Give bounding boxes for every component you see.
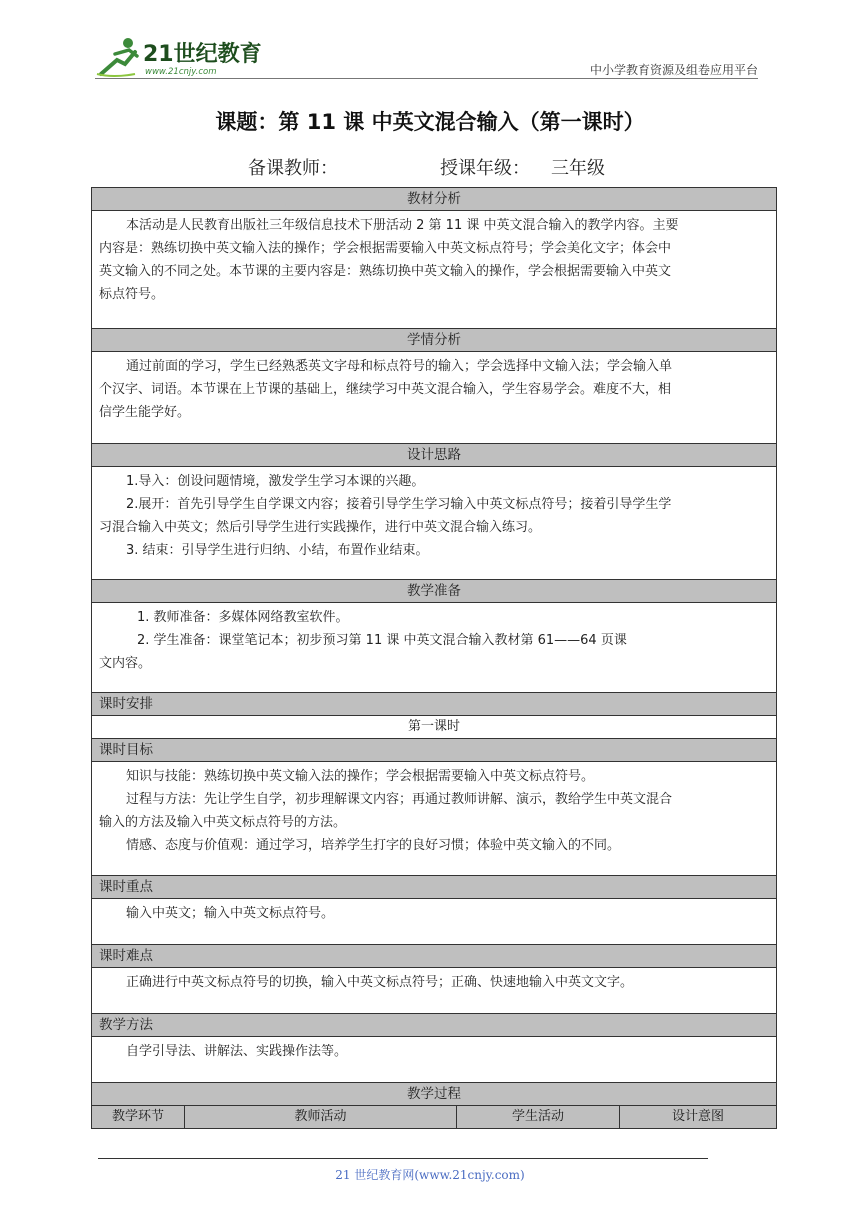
- grade-label: 授课年级：: [440, 158, 530, 179]
- materials-heading: 教材分析: [92, 188, 777, 211]
- column-header: 设计意图: [620, 1106, 777, 1129]
- section-header: [92, 693, 777, 716]
- section-header: [92, 739, 777, 762]
- key-heading: 课时重点: [92, 876, 777, 899]
- text-line: 1.导入：创设问题情境，激发学生学习本课的兴趣。: [126, 474, 425, 489]
- process-heading: 教学过程: [92, 1083, 777, 1106]
- lesson-plan-table: [91, 187, 777, 1129]
- prep-body: [92, 603, 777, 693]
- difficulty-heading: 课时难点: [92, 945, 777, 968]
- text-line: 个汉字、词语。本节课在上节课的基础上，继续学习中英文混合输入，学生容易学会。难度不大，相: [99, 382, 672, 397]
- students-heading: 学情分析: [92, 329, 777, 352]
- runner-logo-icon: [95, 34, 265, 80]
- text-line: 输入中英文；输入中英文标点符号。: [126, 906, 335, 921]
- design-heading: 设计思路: [92, 444, 777, 467]
- text-line: 输入的方法及输入中英文标点符号的方法。: [99, 815, 347, 830]
- section-header: [92, 876, 777, 899]
- section-header: [92, 444, 777, 467]
- text-line: 正确进行中英文标点符号的切换，输入中英文标点符号；正确、快速地输入中英文文字。: [126, 975, 634, 990]
- section-header: [92, 329, 777, 352]
- text-line: 标点符号。: [99, 287, 165, 302]
- section-header: [92, 1014, 777, 1037]
- methods-heading: 教学方法: [92, 1014, 777, 1037]
- text-line: 习混合输入中英文；然后引导学生进行实践操作，进行中英文混合输入练习。: [99, 520, 542, 535]
- students-body: [92, 352, 777, 444]
- key-body: [92, 899, 777, 945]
- page-header: [95, 34, 758, 80]
- schedule-value: 第一课时: [92, 716, 777, 739]
- text-line: 1. 教师准备：多媒体网络教室软件。: [137, 610, 349, 625]
- logo-text: 21世纪教育: [143, 42, 262, 67]
- lesson-title: 课题：第 11 课 中英文混合输入（第一课时）: [215, 110, 645, 134]
- text-line: 3. 结束：引导学生进行归纳、小结，布置作业结束。: [126, 543, 429, 558]
- text-line: 内容是：熟练切换中英文输入法的操作；学会根据需要输入中英文标点符号；学会美化文字；体会中: [99, 241, 672, 256]
- materials-body: [92, 211, 777, 329]
- text-line: 本活动是人民教育出版社三年级信息技术下册活动 2 第 11 课 中英文混合输入的教学内容。主要: [126, 218, 679, 233]
- text-line: 通过前面的学习，学生已经熟悉英文字母和标点符号的输入；学会选择中文输入法；学会输入单: [126, 359, 673, 374]
- column-header: 教师活动: [185, 1106, 457, 1129]
- platform-name: 中小学教育资源及组卷应用平台: [589, 63, 758, 77]
- text-line: 自学引导法、讲解法、实践操作法等。: [126, 1044, 348, 1059]
- header-divider: [95, 78, 758, 79]
- text-line: 文内容。: [99, 656, 152, 671]
- text-line: 英文输入的不同之处。本节课的主要内容是：熟练切换中英文输入的操作，学会根据需要输入中英文: [99, 264, 672, 279]
- logo-url: www.21cnjy.com: [145, 67, 217, 77]
- footer-divider: [98, 1158, 708, 1159]
- section-header: [92, 580, 777, 603]
- teacher-label: 备课教师：: [248, 158, 338, 179]
- text-line: 2. 学生准备：课堂笔记本；初步预习第 11 课 中英文混合输入教材第 61——64 页课: [137, 633, 627, 648]
- schedule-heading: 课时安排: [92, 693, 777, 716]
- text-line: 信学生能学好。: [99, 405, 191, 420]
- goals-heading: 课时目标: [92, 739, 777, 762]
- goals-body: [92, 762, 777, 876]
- prep-heading: 教学准备: [92, 580, 777, 603]
- section-header: [92, 1083, 777, 1106]
- difficulty-body: [92, 968, 777, 1014]
- methods-body: [92, 1037, 777, 1083]
- section-header: [92, 188, 777, 211]
- footer-link[interactable]: 21 世纪教育网(www.21cnjy.com): [335, 1168, 525, 1182]
- text-line: 过程与方法：先让学生自学，初步理解课文内容；再通过教师讲解、演示，教给学生中英文混合: [126, 792, 673, 807]
- grade-value: 三年级: [551, 158, 605, 179]
- text-line: 2.展开：首先引导学生自学课文内容；接着引导学生学习输入中英文标点符号；接着引导学生学: [126, 497, 672, 512]
- column-header: 学生活动: [457, 1106, 620, 1129]
- column-header: 教学环节: [92, 1106, 185, 1129]
- text-line: 情感、态度与价值观：通过学习，培养学生打字的良好习惯；体验中英文输入的不同。: [126, 838, 621, 853]
- section-header: [92, 945, 777, 968]
- site-logo: [95, 34, 265, 80]
- design-body: [92, 467, 777, 580]
- text-line: 知识与技能：熟练切换中英文输入法的操作；学会根据需要输入中英文标点符号。: [126, 769, 595, 784]
- process-column-headers: [92, 1106, 777, 1129]
